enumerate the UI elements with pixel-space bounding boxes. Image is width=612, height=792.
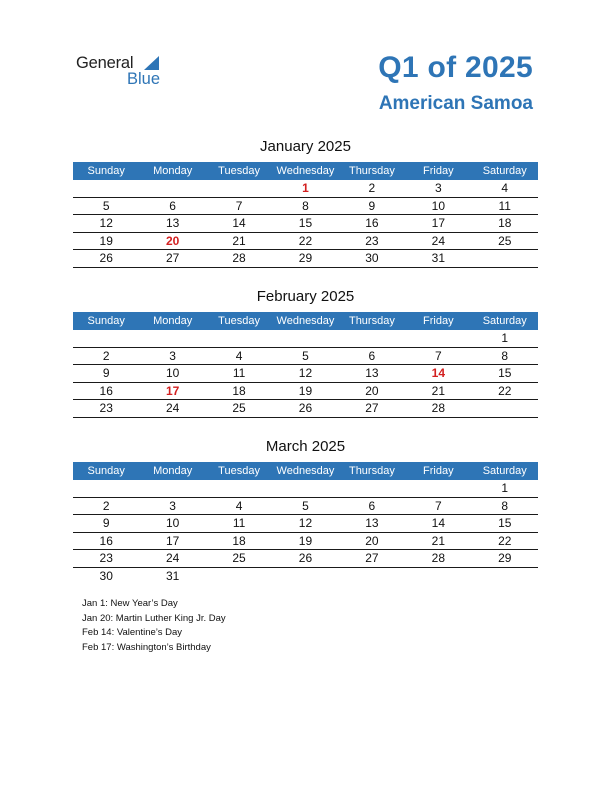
month-title: March 2025 — [265, 438, 346, 455]
day-cell: 7 — [434, 498, 442, 513]
weekday-label: Saturday — [482, 315, 527, 327]
day-cell: 31 — [431, 251, 445, 265]
week-row — [73, 233, 538, 251]
week-row — [73, 198, 538, 216]
week-row — [73, 348, 538, 366]
day-cell: 16 — [99, 533, 113, 548]
day-cell: 17 — [431, 216, 445, 230]
day-cell: 21 — [431, 533, 445, 548]
day-cell: 30 — [365, 251, 379, 265]
day-cell: 25 — [232, 401, 246, 415]
day-cell: 23 — [99, 551, 113, 565]
day-cell: 8 — [501, 348, 509, 363]
day-cell: 26 — [298, 551, 313, 565]
day-cell: 11 — [232, 366, 246, 380]
weekday-label: Thursday — [348, 165, 395, 177]
weekday-header — [73, 462, 538, 480]
week-row — [73, 498, 538, 516]
day-cell: 6 — [368, 498, 376, 513]
weekday-label: Saturday — [482, 165, 527, 177]
day-cell: 18 — [498, 216, 512, 230]
day-cell: 6 — [368, 348, 376, 363]
day-cell — [206, 180, 272, 197]
day-cell: 13 — [365, 516, 379, 530]
day-cell: 7 — [235, 198, 243, 213]
day-cell: 1 — [501, 481, 509, 495]
day-cell: 28 — [431, 401, 445, 415]
week-row — [73, 533, 538, 551]
day-cell: 16 — [365, 216, 379, 230]
day-cell: 24 — [165, 401, 180, 415]
weekday-label: Sunday — [87, 315, 125, 327]
day-cell: 3 — [169, 348, 176, 363]
day-cell: 13 — [365, 366, 379, 380]
day-cell: 8 — [302, 198, 309, 213]
month-january — [73, 137, 538, 268]
day-cell — [73, 480, 139, 497]
day-cell: 4 — [501, 181, 509, 195]
day-cell — [339, 568, 405, 586]
holiday-item: Feb 14: Valentine’s Day — [82, 627, 182, 638]
day-cell: 14 — [232, 216, 246, 230]
day-cell: 18 — [232, 533, 246, 548]
month-march — [73, 437, 538, 585]
day-cell: 13 — [165, 216, 180, 230]
day-cell: 16 — [99, 383, 113, 398]
day-cell: 19 — [99, 233, 113, 248]
day-cell — [73, 180, 139, 197]
week-row — [73, 550, 538, 568]
day-cell: 15 — [498, 366, 512, 380]
day-cell: 22 — [498, 533, 512, 548]
day-cell: 30 — [99, 568, 113, 583]
page-title: Q1 of 2025 — [378, 51, 533, 84]
day-cell: 21 — [431, 383, 445, 398]
day-cell — [339, 330, 405, 347]
weekday-header — [73, 162, 538, 180]
general-blue-logo — [76, 53, 186, 89]
day-cell: 29 — [298, 251, 313, 265]
day-cell: 20 — [365, 383, 379, 398]
day-cell: 26 — [99, 251, 113, 265]
weekday-label: Wednesday — [276, 315, 335, 327]
day-cell: 29 — [498, 551, 512, 565]
day-cell — [206, 330, 272, 347]
holiday-list — [82, 597, 226, 655]
weekday-label: Monday — [153, 165, 193, 177]
day-cell — [272, 568, 338, 586]
day-cell: 9 — [102, 366, 110, 380]
week-row — [73, 365, 538, 383]
weekday-label: Wednesday — [276, 465, 335, 477]
region-title: American Samoa — [378, 93, 533, 114]
week-row — [73, 400, 538, 418]
week-row — [73, 215, 538, 233]
day-cell — [339, 480, 405, 497]
day-cell: 24 — [165, 551, 180, 565]
day-cell: 26 — [298, 401, 313, 415]
day-cell: 2 — [368, 181, 376, 195]
day-cell: 6 — [169, 198, 176, 213]
day-cell: 9 — [102, 516, 110, 530]
day-cell: 24 — [431, 233, 445, 248]
day-cell — [472, 400, 538, 417]
day-cell — [139, 330, 205, 347]
day-cell: 2 — [102, 348, 110, 363]
day-cell: 5 — [302, 348, 309, 363]
day-cell: 17 — [165, 383, 180, 398]
day-cell: 12 — [298, 366, 313, 380]
day-cell: 20 — [365, 533, 379, 548]
day-cell: 28 — [232, 251, 246, 265]
month-title: January 2025 — [260, 138, 351, 155]
day-cell: 5 — [102, 198, 110, 213]
day-cell: 22 — [298, 233, 313, 248]
day-cell: 21 — [232, 233, 246, 248]
day-cell — [139, 180, 205, 197]
day-cell: 7 — [434, 348, 442, 363]
day-cell: 23 — [365, 233, 379, 248]
day-cell: 25 — [498, 233, 512, 248]
day-cell: 9 — [368, 198, 376, 213]
logo-triangle-icon — [144, 56, 159, 70]
day-cell: 2 — [102, 498, 110, 513]
day-cell: 3 — [434, 181, 442, 195]
weekday-header — [73, 312, 538, 330]
day-cell: 4 — [235, 498, 243, 513]
day-cell: 27 — [365, 401, 379, 415]
day-cell — [139, 480, 205, 497]
day-cell — [405, 568, 471, 586]
day-cell: 20 — [165, 233, 180, 248]
day-cell: 10 — [431, 198, 445, 213]
month-title: February 2025 — [256, 288, 355, 305]
weekday-label: Thursday — [348, 315, 395, 327]
weekday-label: Tuesday — [218, 315, 260, 327]
week-row — [73, 480, 538, 498]
day-cell: 28 — [431, 551, 445, 565]
day-cell — [206, 568, 272, 586]
day-cell: 17 — [165, 533, 180, 548]
day-cell — [405, 330, 471, 347]
day-cell — [206, 480, 272, 497]
day-cell: 19 — [298, 533, 313, 548]
day-cell: 19 — [298, 383, 313, 398]
day-cell: 22 — [498, 383, 512, 398]
day-cell: 27 — [165, 251, 180, 265]
day-cell: 15 — [298, 216, 313, 230]
month-february — [73, 287, 538, 418]
day-cell — [73, 330, 139, 347]
day-cell: 11 — [232, 516, 246, 530]
day-cell: 25 — [232, 551, 246, 565]
holiday-item: Jan 1: New Year’s Day — [82, 598, 178, 609]
day-cell: 1 — [302, 181, 309, 195]
weekday-label: Sunday — [87, 165, 125, 177]
day-cell: 27 — [365, 551, 379, 565]
day-cell: 10 — [165, 366, 180, 380]
day-cell — [472, 568, 538, 586]
logo-word-general: General — [76, 54, 134, 72]
day-cell — [472, 250, 538, 267]
day-cell: 31 — [165, 568, 180, 583]
day-cell — [405, 480, 471, 497]
day-cell: 5 — [302, 498, 309, 513]
week-row — [73, 330, 538, 348]
weekday-label: Sunday — [87, 465, 125, 477]
week-row — [73, 568, 538, 586]
weekday-label: Wednesday — [276, 165, 335, 177]
weekday-label: Friday — [423, 165, 454, 177]
day-cell: 14 — [431, 516, 445, 530]
day-cell: 11 — [498, 198, 511, 213]
weekday-label: Tuesday — [218, 165, 260, 177]
weekday-label: Saturday — [482, 465, 527, 477]
day-cell: 14 — [431, 366, 445, 380]
day-cell: 18 — [232, 383, 246, 398]
day-cell: 4 — [235, 348, 243, 363]
day-cell: 15 — [498, 516, 512, 530]
weekday-label: Monday — [153, 465, 193, 477]
day-cell: 12 — [99, 216, 113, 230]
weekday-label: Thursday — [348, 465, 395, 477]
day-cell: 10 — [165, 516, 180, 530]
holiday-item: Feb 17: Washington’s Birthday — [82, 641, 211, 653]
day-cell: 8 — [501, 498, 509, 513]
day-cell — [272, 330, 338, 347]
holiday-item: Jan 20: Martin Luther King Jr. Day — [82, 612, 226, 624]
day-cell: 3 — [169, 498, 176, 513]
day-cell: 12 — [298, 516, 313, 530]
weekday-label: Tuesday — [218, 465, 260, 477]
week-row — [73, 250, 538, 268]
weekday-label: Monday — [153, 315, 193, 327]
week-row — [73, 180, 538, 198]
weekday-label: Friday — [423, 465, 454, 477]
day-cell: 1 — [501, 331, 509, 345]
week-row — [73, 383, 538, 401]
day-cell — [272, 480, 338, 497]
logo-word-blue: Blue — [127, 70, 161, 88]
day-cell: 23 — [99, 401, 113, 415]
weekday-label: Friday — [423, 315, 454, 327]
week-row — [73, 515, 538, 533]
